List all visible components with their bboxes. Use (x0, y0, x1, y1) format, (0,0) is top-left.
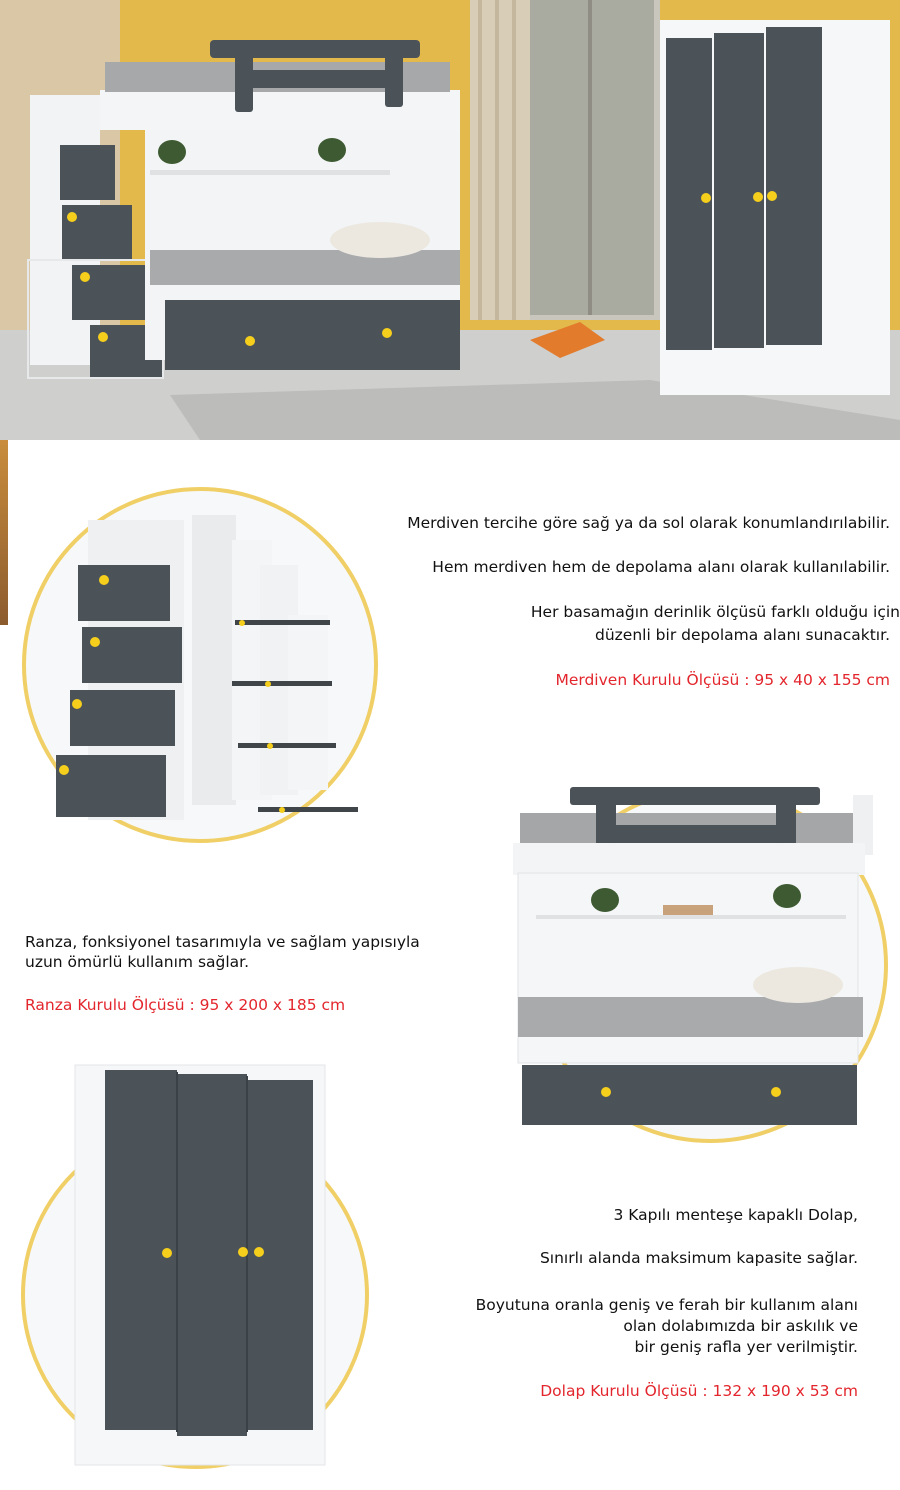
stairs-desc-3a: Her basamağın derinlik ölçüsü farklı olduğu için (530, 603, 900, 621)
side-photo-strip (0, 440, 8, 625)
bunk-bed-image (508, 765, 890, 1150)
stairs-desc-1: Merdiven tercihe göre sağ ya da sol olarak konumlandırılabilir. (407, 514, 890, 532)
stairs-size: Merdiven Kurulu Ölçüsü : 95 x 40 x 155 cm (555, 671, 890, 689)
wardrobe-desc-2: Sınırlı alanda maksimum kapasite sağlar. (539, 1249, 858, 1267)
bunk-size: Ranza Kurulu Ölçüsü : 95 x 200 x 185 cm (25, 996, 346, 1014)
wardrobe-image (15, 1060, 395, 1470)
bunk-desc-2: uzun ömürlü kullanım sağlar. (25, 953, 250, 971)
wardrobe-desc-3c: bir geniş rafla yer verilmiştir. (634, 1338, 858, 1356)
stairs-desc-3b: düzenli bir depolama alanı sunacaktır. (594, 626, 890, 644)
wardrobe-size: Dolap Kurulu Ölçüsü : 132 x 190 x 53 cm (540, 1382, 858, 1400)
wardrobe-desc-1: 3 Kapılı menteşe kapaklı Dolap, (613, 1206, 858, 1224)
wardrobe-desc-3a: Boyutuna oranla geniş ve ferah bir kullanım alanı (475, 1296, 858, 1314)
wardrobe-desc-3b: olan dolabımızda bir askılık ve (623, 1317, 858, 1335)
stairs-image (20, 485, 380, 845)
stairs-desc-2: Hem merdiven hem de depolama alanı olarak kullanılabilir. (432, 558, 890, 576)
hero-room-photo (0, 0, 900, 440)
bunk-desc-1: Ranza, fonksiyonel tasarımıyla ve sağlam yapısıyla (25, 933, 420, 951)
